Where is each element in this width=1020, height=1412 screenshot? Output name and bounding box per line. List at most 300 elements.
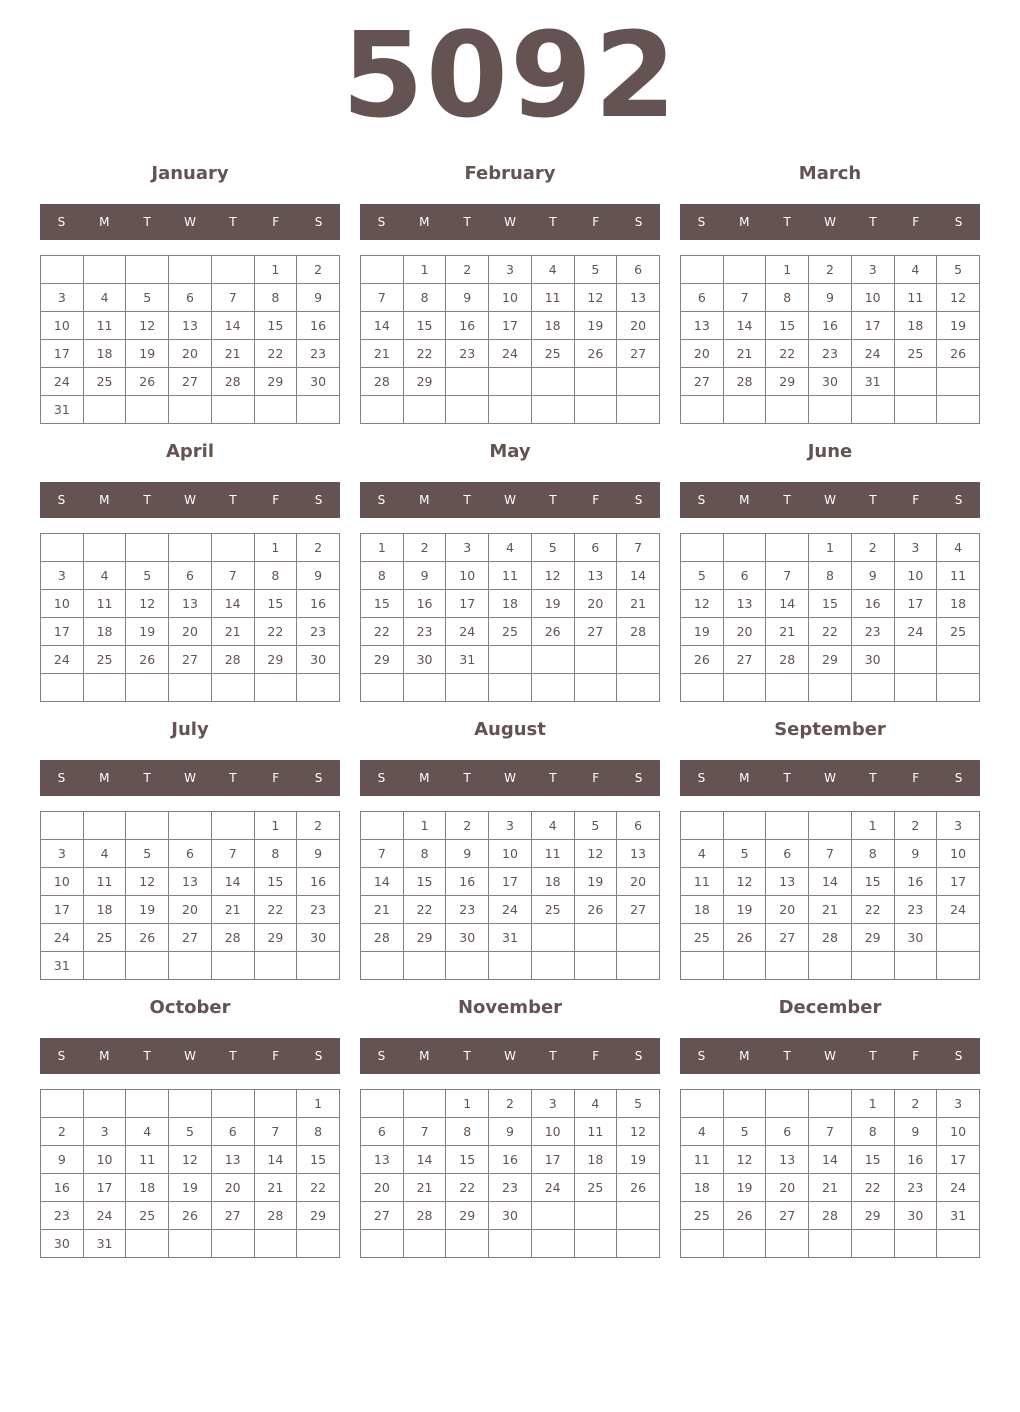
day-cell: 15: [403, 868, 446, 896]
day-cell: 8: [254, 284, 297, 312]
weekday-label: T: [549, 1049, 557, 1063]
day-cell: 15: [254, 590, 297, 618]
empty-day-cell: [403, 1230, 446, 1258]
empty-day-cell: [169, 1230, 212, 1258]
empty-day-cell: [361, 396, 404, 424]
day-cell: 4: [126, 1118, 169, 1146]
day-cell: 4: [489, 534, 532, 562]
day-cell: 18: [894, 312, 937, 340]
day-grid: [40, 1089, 340, 1258]
day-cell: 12: [531, 562, 574, 590]
day-cell: 10: [937, 1118, 980, 1146]
empty-day-cell: [894, 952, 937, 980]
day-cell: 7: [723, 284, 766, 312]
day-cell: 29: [254, 924, 297, 952]
day-cell: 7: [617, 534, 660, 562]
weekday-label: W: [184, 771, 196, 785]
day-cell: 24: [41, 924, 84, 952]
day-cell: 1: [254, 534, 297, 562]
empty-day-cell: [361, 952, 404, 980]
day-cell: 11: [83, 312, 126, 340]
empty-day-cell: [531, 396, 574, 424]
weekday-header: [360, 482, 660, 518]
empty-day-cell: [681, 256, 724, 284]
weekday-label: S: [377, 215, 386, 229]
day-cell: 26: [126, 924, 169, 952]
day-cell: 14: [809, 868, 852, 896]
weekday-label: T: [143, 493, 151, 507]
empty-day-cell: [169, 534, 212, 562]
day-cell: 12: [574, 284, 617, 312]
day-cell: 25: [681, 924, 724, 952]
empty-day-cell: [211, 952, 254, 980]
day-cell: 19: [169, 1174, 212, 1202]
empty-day-cell: [894, 646, 937, 674]
day-cell: 12: [126, 868, 169, 896]
empty-day-cell: [723, 1090, 766, 1118]
week-row: [681, 534, 980, 562]
empty-day-cell: [809, 812, 852, 840]
month-name: January: [151, 163, 229, 184]
week-row: [41, 924, 340, 952]
day-cell: 27: [169, 646, 212, 674]
empty-day-cell: [531, 924, 574, 952]
empty-day-cell: [681, 1090, 724, 1118]
weekday-label: W: [824, 493, 836, 507]
weekday-label: S: [314, 493, 323, 507]
empty-day-cell: [489, 674, 532, 702]
week-row: [41, 1174, 340, 1202]
day-grid: [680, 533, 980, 702]
day-cell: 16: [297, 590, 340, 618]
day-cell: 19: [617, 1146, 660, 1174]
day-cell: 11: [83, 868, 126, 896]
day-cell: 25: [83, 646, 126, 674]
week-row: [41, 1202, 340, 1230]
day-cell: 27: [681, 368, 724, 396]
empty-day-cell: [809, 952, 852, 980]
weekday-header: [360, 760, 660, 796]
day-cell: 29: [851, 1202, 894, 1230]
day-cell: 31: [41, 952, 84, 980]
empty-day-cell: [937, 396, 980, 424]
day-cell: 5: [574, 256, 617, 284]
empty-day-cell: [937, 368, 980, 396]
day-cell: 13: [169, 312, 212, 340]
day-cell: 17: [531, 1146, 574, 1174]
day-cell: 3: [531, 1090, 574, 1118]
weekday-header: [40, 204, 340, 240]
day-cell: 29: [254, 646, 297, 674]
day-cell: 5: [126, 284, 169, 312]
calendar-year-title: 5092: [341, 6, 679, 144]
day-cell: 31: [489, 924, 532, 952]
empty-day-cell: [574, 924, 617, 952]
day-cell: 22: [297, 1174, 340, 1202]
day-cell: 8: [254, 562, 297, 590]
empty-day-cell: [937, 646, 980, 674]
empty-day-cell: [766, 534, 809, 562]
empty-day-cell: [766, 674, 809, 702]
day-cell: 18: [83, 618, 126, 646]
week-row: [681, 340, 980, 368]
week-row: [41, 1146, 340, 1174]
week-row: [361, 646, 660, 674]
day-cell: 1: [254, 256, 297, 284]
day-cell: 22: [446, 1174, 489, 1202]
day-cell: 20: [766, 1174, 809, 1202]
day-cell: 16: [403, 590, 446, 618]
weekday-header: [680, 760, 980, 796]
week-row: [681, 618, 980, 646]
weekday-label: F: [272, 1049, 280, 1063]
month-name: May: [489, 441, 531, 462]
day-cell: 26: [574, 340, 617, 368]
day-cell: 23: [446, 896, 489, 924]
week-row: [361, 1230, 660, 1258]
empty-day-cell: [403, 1090, 446, 1118]
day-grid: [680, 1089, 980, 1258]
day-cell: 6: [169, 840, 212, 868]
week-row: [41, 1230, 340, 1258]
empty-day-cell: [809, 396, 852, 424]
month-name: July: [171, 719, 209, 740]
day-cell: 1: [851, 1090, 894, 1118]
weekday-label: M: [99, 215, 110, 229]
day-cell: 16: [894, 868, 937, 896]
weekday-label: M: [739, 215, 750, 229]
day-cell: 25: [681, 1202, 724, 1230]
day-cell: 9: [297, 562, 340, 590]
day-cell: 8: [851, 840, 894, 868]
weekday-label: S: [57, 771, 66, 785]
day-cell: 5: [617, 1090, 660, 1118]
day-cell: 11: [894, 284, 937, 312]
week-row: [681, 368, 980, 396]
weekday-label: T: [463, 1049, 471, 1063]
weekday-label: W: [824, 1049, 836, 1063]
day-grid: [360, 811, 660, 980]
day-cell: 31: [83, 1230, 126, 1258]
week-row: [41, 284, 340, 312]
empty-day-cell: [937, 924, 980, 952]
day-cell: 14: [766, 590, 809, 618]
day-cell: 20: [169, 896, 212, 924]
day-cell: 10: [83, 1146, 126, 1174]
day-cell: 29: [403, 924, 446, 952]
empty-day-cell: [211, 534, 254, 562]
weekday-label: T: [783, 493, 791, 507]
weekday-label: F: [272, 215, 280, 229]
day-cell: 3: [937, 812, 980, 840]
day-cell: 26: [126, 646, 169, 674]
weekday-label: F: [912, 493, 920, 507]
empty-day-cell: [894, 396, 937, 424]
empty-day-cell: [41, 534, 84, 562]
weekday-label: M: [739, 1049, 750, 1063]
empty-day-cell: [617, 1230, 660, 1258]
empty-day-cell: [681, 396, 724, 424]
day-cell: 22: [254, 618, 297, 646]
day-cell: 29: [297, 1202, 340, 1230]
weekday-label: W: [184, 1049, 196, 1063]
day-cell: 3: [41, 562, 84, 590]
day-cell: 17: [41, 618, 84, 646]
weekday-label: F: [912, 215, 920, 229]
weekday-label: S: [954, 215, 963, 229]
weekday-header: [680, 482, 980, 518]
week-row: [681, 1202, 980, 1230]
day-cell: 7: [211, 562, 254, 590]
day-cell: 21: [809, 1174, 852, 1202]
day-cell: 26: [574, 896, 617, 924]
week-row: [361, 396, 660, 424]
weekday-label: S: [954, 493, 963, 507]
day-cell: 24: [937, 896, 980, 924]
day-cell: 17: [937, 868, 980, 896]
weekday-label: T: [143, 771, 151, 785]
empty-day-cell: [617, 646, 660, 674]
empty-day-cell: [489, 396, 532, 424]
day-cell: 15: [254, 312, 297, 340]
empty-day-cell: [83, 396, 126, 424]
day-cell: 8: [766, 284, 809, 312]
day-cell: 23: [297, 896, 340, 924]
empty-day-cell: [403, 952, 446, 980]
day-cell: 11: [531, 840, 574, 868]
weekday-label: T: [549, 771, 557, 785]
empty-day-cell: [766, 812, 809, 840]
day-cell: 6: [169, 562, 212, 590]
day-cell: 9: [446, 284, 489, 312]
day-cell: 9: [894, 840, 937, 868]
empty-day-cell: [766, 396, 809, 424]
day-cell: 22: [766, 340, 809, 368]
day-cell: 17: [41, 896, 84, 924]
day-cell: 25: [531, 340, 574, 368]
week-row: [361, 952, 660, 980]
day-cell: 13: [169, 590, 212, 618]
day-cell: 27: [766, 924, 809, 952]
week-row: [681, 1230, 980, 1258]
weekday-label: T: [783, 1049, 791, 1063]
day-cell: 2: [446, 256, 489, 284]
empty-day-cell: [211, 1090, 254, 1118]
day-cell: 4: [531, 256, 574, 284]
empty-day-cell: [403, 396, 446, 424]
day-cell: 3: [446, 534, 489, 562]
day-cell: 16: [851, 590, 894, 618]
day-cell: 3: [489, 812, 532, 840]
empty-day-cell: [83, 256, 126, 284]
day-cell: 12: [681, 590, 724, 618]
day-cell: 10: [446, 562, 489, 590]
day-cell: 1: [851, 812, 894, 840]
day-cell: 7: [361, 284, 404, 312]
empty-day-cell: [83, 812, 126, 840]
empty-day-cell: [766, 952, 809, 980]
weekday-label: T: [463, 771, 471, 785]
day-cell: 18: [489, 590, 532, 618]
day-cell: 19: [126, 618, 169, 646]
weekday-label: S: [954, 771, 963, 785]
day-cell: 21: [617, 590, 660, 618]
week-row: [681, 646, 980, 674]
week-row: [361, 674, 660, 702]
weekday-label: M: [99, 771, 110, 785]
day-cell: 19: [531, 590, 574, 618]
weekday-label: T: [143, 215, 151, 229]
day-cell: 15: [851, 1146, 894, 1174]
day-cell: 22: [254, 896, 297, 924]
week-row: [681, 590, 980, 618]
weekday-label: S: [57, 215, 66, 229]
day-cell: 18: [83, 896, 126, 924]
day-cell: 13: [766, 868, 809, 896]
day-grid: [40, 255, 340, 424]
day-cell: 28: [211, 368, 254, 396]
week-row: [681, 396, 980, 424]
day-cell: 4: [574, 1090, 617, 1118]
day-cell: 9: [297, 284, 340, 312]
day-cell: 13: [617, 840, 660, 868]
day-cell: 11: [531, 284, 574, 312]
day-cell: 12: [723, 868, 766, 896]
day-cell: 19: [126, 896, 169, 924]
weekday-label: W: [184, 493, 196, 507]
week-row: [41, 812, 340, 840]
empty-day-cell: [809, 1230, 852, 1258]
day-cell: 20: [617, 312, 660, 340]
weekday-label: T: [869, 1049, 877, 1063]
day-cell: 29: [403, 368, 446, 396]
day-cell: 9: [297, 840, 340, 868]
empty-day-cell: [446, 368, 489, 396]
day-cell: 14: [211, 590, 254, 618]
day-cell: 24: [446, 618, 489, 646]
day-cell: 13: [211, 1146, 254, 1174]
week-row: [361, 256, 660, 284]
weekday-label: T: [549, 493, 557, 507]
day-cell: 23: [851, 618, 894, 646]
weekday-label: T: [229, 493, 237, 507]
week-row: [361, 924, 660, 952]
weekday-label: S: [57, 493, 66, 507]
weekday-label: F: [592, 493, 600, 507]
empty-day-cell: [574, 646, 617, 674]
day-cell: 3: [937, 1090, 980, 1118]
day-cell: 7: [361, 840, 404, 868]
weekday-label: W: [504, 215, 516, 229]
weekday-label: S: [634, 493, 643, 507]
week-row: [361, 534, 660, 562]
empty-day-cell: [681, 812, 724, 840]
empty-day-cell: [937, 674, 980, 702]
day-cell: 28: [766, 646, 809, 674]
day-cell: 24: [41, 646, 84, 674]
day-cell: 10: [41, 868, 84, 896]
week-row: [41, 1090, 340, 1118]
day-cell: 12: [723, 1146, 766, 1174]
day-cell: 7: [809, 1118, 852, 1146]
week-row: [41, 590, 340, 618]
day-cell: 1: [766, 256, 809, 284]
weekday-header: [40, 482, 340, 518]
week-row: [361, 1118, 660, 1146]
empty-day-cell: [361, 1090, 404, 1118]
empty-day-cell: [723, 674, 766, 702]
weekday-label: T: [869, 215, 877, 229]
empty-day-cell: [489, 952, 532, 980]
day-cell: 9: [403, 562, 446, 590]
day-cell: 2: [297, 534, 340, 562]
weekday-header: [40, 760, 340, 796]
week-row: [361, 590, 660, 618]
empty-day-cell: [531, 368, 574, 396]
day-cell: 31: [446, 646, 489, 674]
day-cell: 30: [403, 646, 446, 674]
day-cell: 4: [681, 840, 724, 868]
day-cell: 15: [446, 1146, 489, 1174]
day-cell: 17: [851, 312, 894, 340]
day-cell: 24: [489, 340, 532, 368]
empty-day-cell: [766, 1090, 809, 1118]
day-cell: 2: [446, 812, 489, 840]
empty-day-cell: [169, 812, 212, 840]
weekday-label: F: [272, 771, 280, 785]
weekday-label: S: [697, 215, 706, 229]
day-cell: 15: [766, 312, 809, 340]
day-cell: 17: [489, 868, 532, 896]
weekday-label: M: [99, 1049, 110, 1063]
day-cell: 4: [531, 812, 574, 840]
empty-day-cell: [297, 952, 340, 980]
day-cell: 28: [723, 368, 766, 396]
day-cell: 6: [617, 256, 660, 284]
week-row: [41, 868, 340, 896]
week-row: [41, 562, 340, 590]
week-row: [41, 674, 340, 702]
day-cell: 22: [254, 340, 297, 368]
day-cell: 10: [937, 840, 980, 868]
empty-day-cell: [723, 952, 766, 980]
day-cell: 8: [403, 284, 446, 312]
day-cell: 27: [574, 618, 617, 646]
day-cell: 29: [254, 368, 297, 396]
weekday-label: S: [377, 1049, 386, 1063]
day-cell: 20: [574, 590, 617, 618]
day-cell: 30: [297, 646, 340, 674]
week-row: [361, 1146, 660, 1174]
day-cell: 25: [126, 1202, 169, 1230]
weekday-label: S: [954, 1049, 963, 1063]
day-cell: 20: [766, 896, 809, 924]
day-cell: 20: [211, 1174, 254, 1202]
day-cell: 17: [41, 340, 84, 368]
week-row: [361, 340, 660, 368]
weekday-label: M: [739, 493, 750, 507]
day-cell: 27: [169, 924, 212, 952]
empty-day-cell: [531, 646, 574, 674]
month-name: September: [774, 719, 886, 740]
week-row: [681, 1174, 980, 1202]
day-cell: 24: [851, 340, 894, 368]
day-cell: 2: [297, 256, 340, 284]
day-cell: 31: [937, 1202, 980, 1230]
day-cell: 5: [169, 1118, 212, 1146]
day-cell: 16: [41, 1174, 84, 1202]
day-cell: 29: [851, 924, 894, 952]
